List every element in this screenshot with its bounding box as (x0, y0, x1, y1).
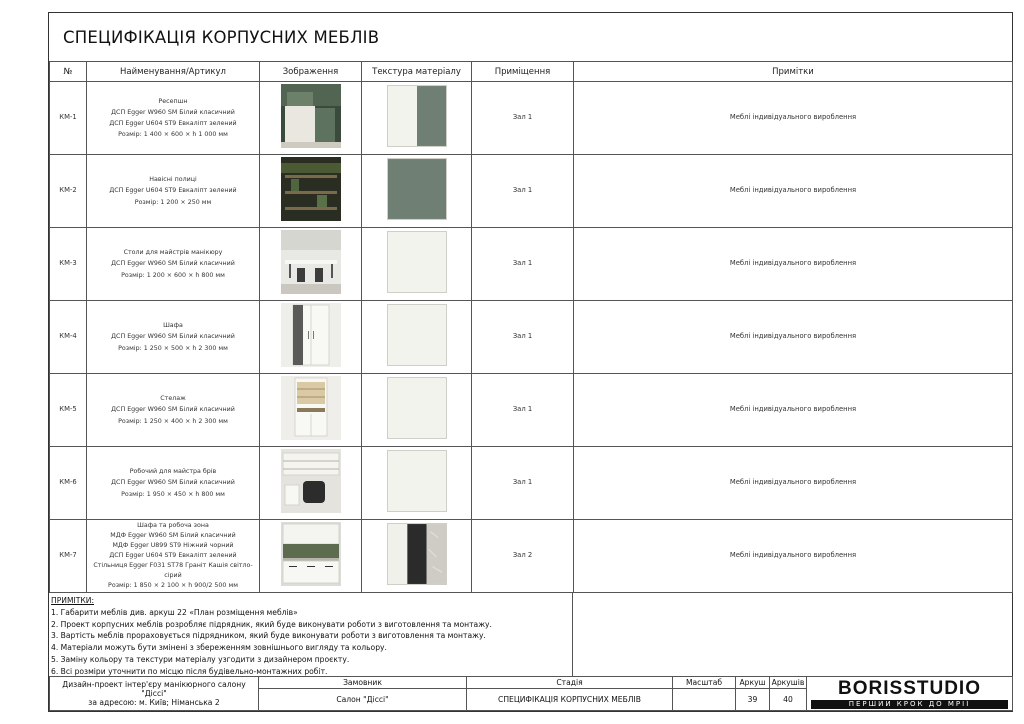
item-texture-cell (362, 228, 472, 301)
item-room: Зал 1 (472, 447, 574, 520)
item-image-cell (260, 301, 362, 374)
item-number: КМ-1 (50, 82, 87, 155)
note-item: 3. Вартість меблів прораховується підрядником, який буде виконувати роботи з виготовлення та монтажу. (51, 631, 486, 641)
wardrobe-photo (281, 303, 341, 367)
item-number: КМ-6 (50, 447, 87, 520)
project-title: Дизайн-проект інтер'єру манікюрного салону (62, 679, 246, 689)
item-number: КМ-3 (50, 228, 87, 301)
item-texture-cell (362, 374, 472, 447)
studio-logo (807, 677, 1013, 711)
item-image-cell (260, 228, 362, 301)
item-image-cell (260, 447, 362, 520)
item-note: Меблі індивідуального вироблення (574, 374, 1013, 447)
spec-table (49, 61, 1013, 593)
item-size: Розмір: 1 950 × 450 × h 800 мм (121, 490, 225, 498)
item-title: Ресепшн (158, 97, 188, 105)
notes-text (51, 595, 571, 677)
item-title: Шафа (163, 322, 183, 330)
brow-station-photo (281, 449, 341, 513)
table-row (50, 374, 1013, 447)
col-name-header: Найменування/Артикул (87, 62, 260, 82)
logo-slogan: ПЕРШИЙ КРОК ДО МРІЇ (811, 700, 1008, 709)
stage-label: Стадія (467, 677, 673, 689)
item-size: Розмір: 1 200 × 250 мм (134, 198, 212, 206)
item-texture-cell (362, 520, 472, 593)
item-material: ДСП Egger U604 ST9 Евкаліпт зелений (109, 187, 237, 195)
col-texture-header: Текстура матеріалу (362, 62, 472, 82)
notes-block (49, 593, 1012, 676)
item-image-cell (260, 155, 362, 228)
item-size: Розмір: 1 250 × 400 × h 2 300 мм (118, 417, 228, 425)
table-row (50, 447, 1013, 520)
customer-label: Замовник (259, 677, 467, 689)
item-material: ДСП Egger W960 SM Білий класичний (111, 108, 235, 116)
item-room: Зал 2 (472, 520, 574, 593)
item-title: Навісні полиці (149, 176, 197, 184)
reception-photo (281, 84, 341, 148)
table-row (50, 301, 1013, 374)
item-texture-cell (362, 82, 472, 155)
material-swatch (387, 450, 447, 512)
item-material: ДСП Egger W960 SM Білий класичний (111, 479, 235, 487)
item-note: Меблі індивідуального вироблення (574, 155, 1013, 228)
item-note: Меблі індивідуального вироблення (574, 228, 1013, 301)
item-title: Шафа та робоча зона (137, 521, 209, 529)
rack-photo (281, 376, 341, 440)
item-note: Меблі індивідуального вироблення (574, 301, 1013, 374)
material-swatch (387, 377, 447, 439)
tables-photo (281, 230, 341, 294)
sheet-label: Аркуш (736, 677, 770, 689)
customer-value: Салон "Діссі" (259, 689, 467, 711)
col-image-header: Зображення (260, 62, 362, 82)
item-room: Зал 1 (472, 374, 574, 447)
item-note: Меблі індивідуального вироблення (574, 520, 1013, 593)
item-material: ДСП Egger W960 SM Білий класичний (111, 406, 235, 414)
sheets-value: 40 (770, 689, 807, 711)
material-swatch (387, 231, 447, 293)
item-description (87, 155, 260, 228)
item-number: КМ-7 (50, 520, 87, 593)
item-description (87, 447, 260, 520)
spec-sheet (48, 12, 1013, 712)
item-description (87, 301, 260, 374)
material-swatch (387, 523, 447, 585)
notes-divider (572, 593, 573, 676)
shelves-photo (281, 157, 341, 221)
item-room: Зал 1 (472, 228, 574, 301)
item-texture-cell (362, 447, 472, 520)
item-description (87, 374, 260, 447)
item-material: ДСП Egger U604 ST9 Евкаліпт зелений (109, 120, 237, 127)
logo-wordmark: BORISSTUDIO (838, 677, 981, 699)
item-room: Зал 1 (472, 301, 574, 374)
material-swatch (387, 85, 447, 147)
table-row (50, 155, 1013, 228)
table-row (50, 520, 1013, 593)
item-description (87, 82, 260, 155)
notes-header: ПРИМІТКИ: (51, 596, 95, 605)
col-notes-header: Примітки (574, 62, 1013, 82)
item-title: Столи для майстрів манікюру (123, 249, 223, 257)
spec-header-row (50, 62, 1013, 82)
note-item: 2. Проект корпусних меблів розробляє підрядник, який буде виконувати роботи з виготовлення та монтажу. (51, 619, 492, 629)
title-block (49, 676, 1013, 711)
item-number: КМ-2 (50, 155, 87, 228)
item-material: ДСП Egger W960 SM Білий класичний (111, 260, 235, 268)
sheets-label: Аркушів (770, 677, 807, 689)
project-address: за адресою: м. Київ; Німанська 2 (88, 698, 220, 708)
project-salon-name: "Діссі" (141, 688, 167, 698)
sheet-value: 39 (736, 689, 770, 711)
item-texture-cell (362, 301, 472, 374)
project-info (50, 677, 259, 711)
note-item: 6. Всі розміри уточнити по місцю після будівельно-монтажних робіт. (51, 666, 328, 676)
item-room: Зал 1 (472, 155, 574, 228)
page-title: СПЕЦИФІКАЦІЯ КОРПУСНИХ МЕБЛІВ (63, 28, 380, 47)
item-material: МДФ Egger W960 SM Білий класичний (110, 531, 236, 539)
item-material: ДСП Egger W960 SM Білий класичний (111, 333, 235, 341)
item-number: КМ-4 (50, 301, 87, 374)
col-number-header: № (50, 62, 87, 82)
item-note: Меблі індивідуального вироблення (574, 447, 1013, 520)
item-texture-cell (362, 155, 472, 228)
item-room: Зал 1 (472, 82, 574, 155)
item-title: Стелаж (160, 395, 186, 403)
item-size: Розмір: 1 250 × 500 × h 2 300 мм (118, 344, 228, 352)
note-item: 5. Заміну кольору та текстури матеріалу узгодити з дизайнером проєкту. (51, 654, 350, 664)
note-item: 1. Габарити меблів див. аркуш 22 «План розміщення меблів» (51, 607, 298, 617)
item-image-cell (260, 520, 362, 593)
item-description (87, 228, 260, 301)
item-material: ДСП Egger U604 ST9 Евкаліпт зелений (109, 551, 237, 559)
item-description (87, 520, 260, 593)
item-image-cell (260, 374, 362, 447)
item-size: Розмір: 1 850 × 2 100 × h 900/2 500 мм (108, 582, 238, 590)
item-number: КМ-5 (50, 374, 87, 447)
item-material: Стільниця Egger F031 ST78 Граніт Кашія світло-сірий (93, 562, 253, 580)
item-size: Розмір: 1 200 × 600 × h 800 мм (121, 271, 225, 279)
note-item: 4. Матеріали можуть бути змінені з збереженням зовнішнього вигляду та кольору. (51, 643, 387, 653)
workzone-photo (281, 522, 341, 586)
material-swatch (387, 304, 447, 366)
scale-value (673, 689, 736, 711)
material-swatch (387, 158, 447, 220)
item-material: МДФ Egger U899 ST9 Ніжний чорний (112, 541, 234, 549)
stage-value: СПЕЦИФІКАЦІЯ КОРПУСНИХ МЕБЛІВ (467, 689, 673, 711)
table-row (50, 228, 1013, 301)
item-size: Розмір: 1 400 × 600 × h 1 000 мм (118, 131, 228, 139)
scale-label: Масштаб (673, 677, 736, 689)
item-note: Меблі індивідуального вироблення (574, 82, 1013, 155)
col-room-header: Приміщення (472, 62, 574, 82)
item-title: Робочий для майстра брів (129, 468, 217, 476)
item-image-cell (260, 82, 362, 155)
table-row (50, 82, 1013, 155)
